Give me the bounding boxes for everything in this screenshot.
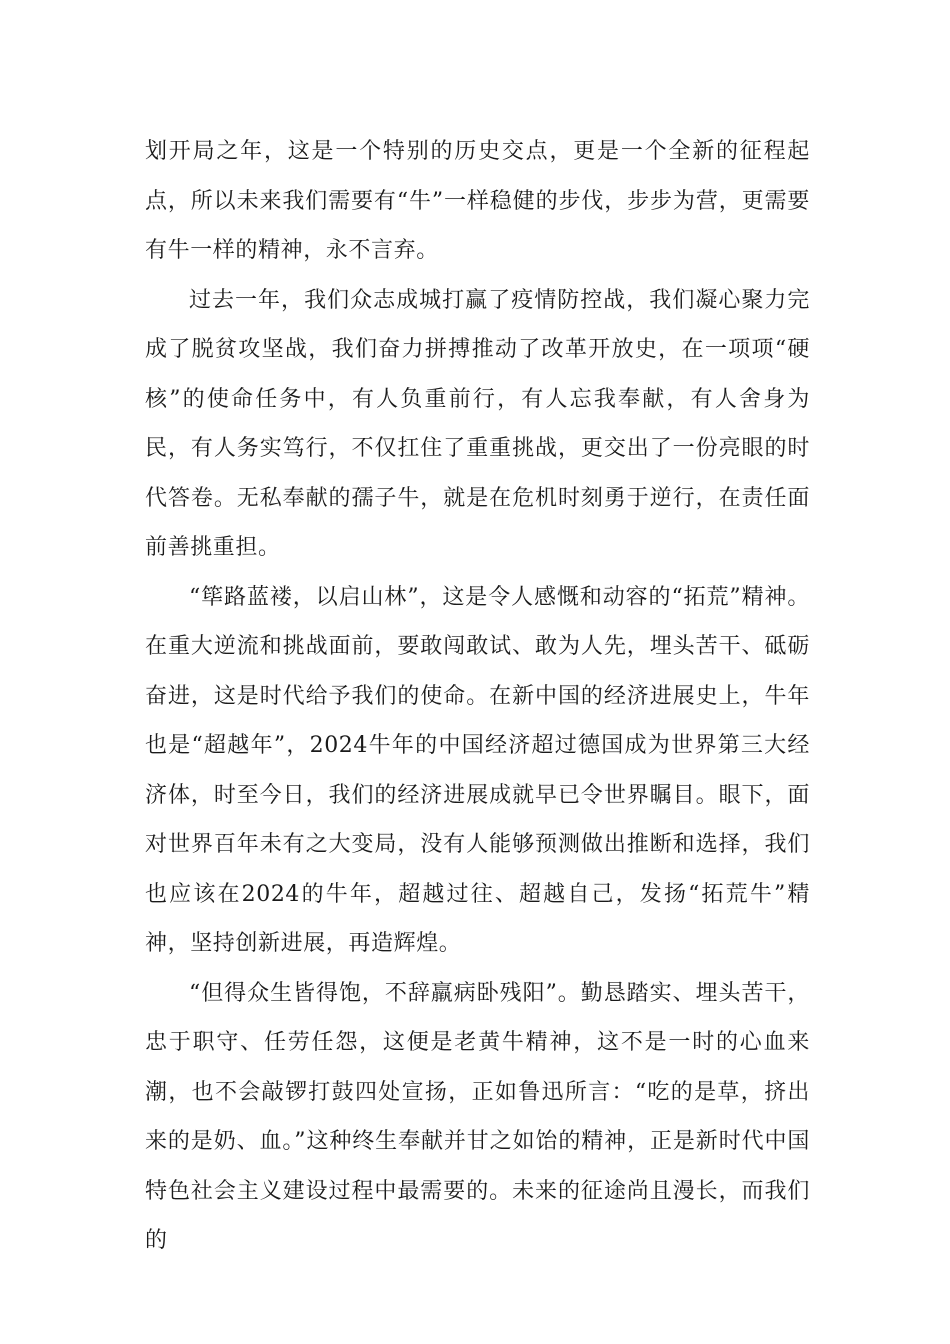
paragraph-4: “但得众生皆得饱，不辞羸病卧残阳”。勤恳踏实、埋头苦干，忠于职守、任劳任怨，这便是老黄牛精神，这不是一时的心血来潮，也不会敲锣打鼓四处宣扬，正如鲁迅所言：“吃的是草，挤出来的是奶、血。”这种终生奉献并甘之如饴的精神，正是新时代中国特色社会主义建设过程中最需要的。未来的征途尚且漫长，而我们的: [145, 980, 810, 1253]
paragraph-2: 过去一年，我们众志成城打赢了疫情防控战，我们凝心聚力完成了脱贫攻坚战，我们奋力拼搏推动了改革开放史，在一项项“硬核”的使命任务中，有人负重前行，有人忘我奉献，有人舍身为民，有人务实笃行，不仅扛住了重重挑战，更交出了一份亮眼的时代答卷。无私奉献的孺子牛，就是在危机时刻勇于逆行，在责任面前善挑重担。: [145, 287, 810, 560]
paragraph-1: 划开局之年，这是一个特别的历史交点，更是一个全新的征程起点，所以未来我们需要有“牛”一样稳健的步伐，步步为营，更需要有牛一样的精神，永不言弃。: [145, 139, 810, 263]
document-body: [145, 127, 810, 1266]
paragraph-3: “筚路蓝褛，以启山林”，这是令人感慨和动容的“拓荒”精神。在重大逆流和挑战面前，要敢闯敢试、敢为人先，埋头苦干、砥砺奋进，这是时代给予我们的使命。在新中国的经济进展史上，牛年也是“超越年”，2024牛年的中国经济超过德国成为世界第三大经济体，时至今日，我们的经济进展成就早已令世界瞩目。眼下，面对世界百年未有之大变局，没有人能够预测做出推断和选择，我们也应该在2024的牛年，超越过往、超越自己，发扬“拓荒牛”精神，坚持创新进展，再造辉煌。: [145, 584, 810, 956]
